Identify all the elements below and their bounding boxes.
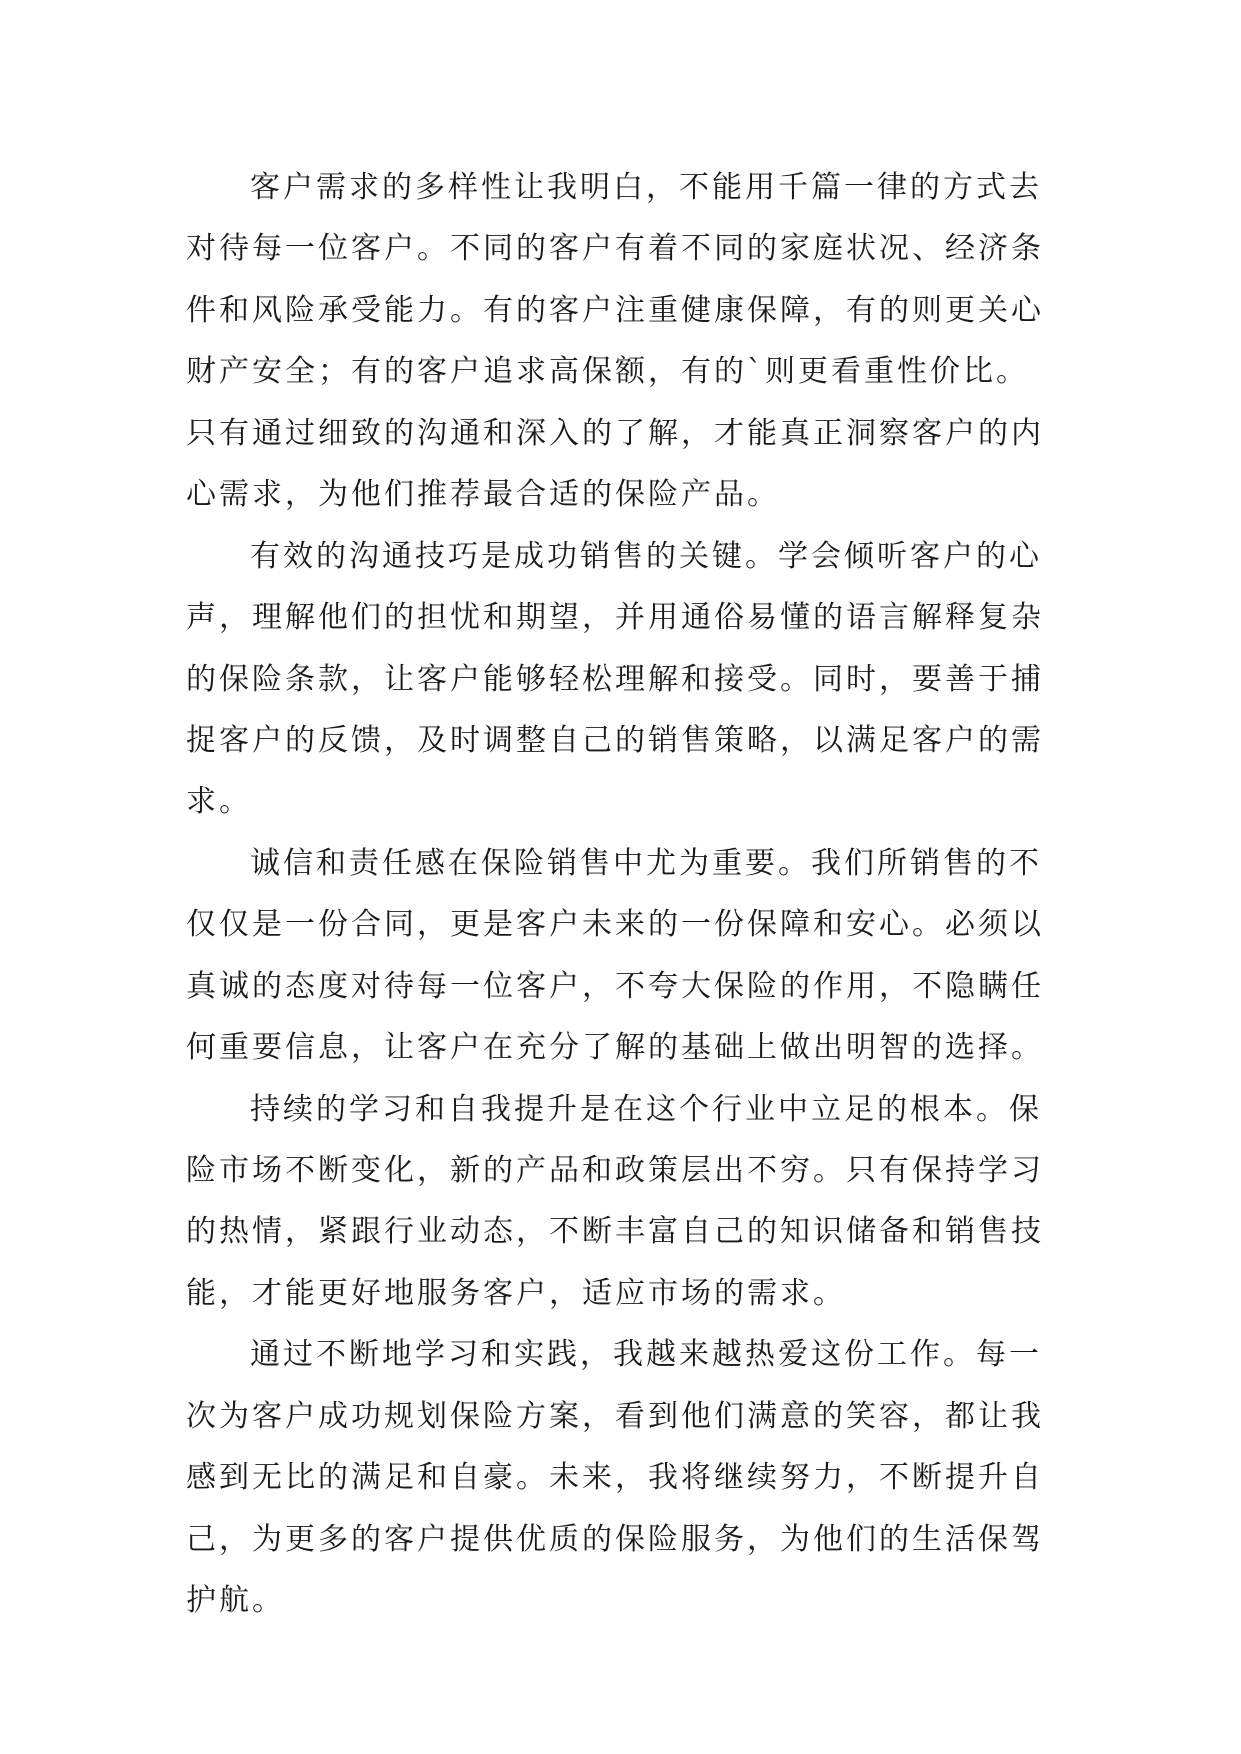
paragraph-line: 诚信和责任感在保险销售中尤为重要。我们所销售的不: [250, 845, 1042, 881]
paragraph-line: 的热情，紧跟行业动态，不断丰富自己的知识储备和销售技: [186, 1214, 1044, 1250]
paragraph-communication-skills: [186, 526, 1064, 833]
paragraph-line: 声，理解他们的担忧和期望，并用通俗易懂的语言解释复杂: [186, 600, 1044, 636]
paragraph-line: 仅仅是一份合同，更是客户未来的一份保障和安心。必须以: [186, 907, 1044, 943]
paragraph-line: 何重要信息，让客户在充分了解的基础上做出明智的选择。: [186, 1030, 1044, 1066]
paragraph-line: 客户需求的多样性让我明白，不能用千篇一律的方式去: [250, 170, 1042, 205]
paragraph-conclusion: [186, 1324, 1064, 1631]
paragraph-continuous-learning: [186, 1079, 1064, 1325]
paragraph-line: 感到无比的满足和自豪。未来，我将继续努力，不断提升自: [186, 1460, 1044, 1496]
paragraph-line: 的保险条款，让客户能够轻松理解和接受。同时，要善于捕: [186, 661, 1044, 697]
paragraph-line: 己，为更多的客户提供优质的保险服务，为他们的生活保驾: [186, 1521, 1044, 1557]
paragraph-line: 能，才能更好地服务客户，适应市场的需求。: [186, 1275, 846, 1311]
paragraph-line: 捉客户的反馈，及时调整自己的销售策略，以满足客户的需: [186, 722, 1044, 758]
paragraph-line: 求。: [186, 784, 252, 820]
paragraph-line: 心需求，为他们推荐最合适的保险产品。: [186, 477, 780, 513]
paragraph-line: 件和风险承受能力。有的客户注重健康保障，有的则更关心: [186, 292, 1044, 328]
paragraph-customer-needs: [186, 157, 1064, 526]
paragraph-line: 通过不断地学习和实践，我越来越热爱这份工作。每一: [250, 1337, 1042, 1373]
paragraph-line: 有效的沟通技巧是成功销售的关键。学会倾听客户的心: [250, 538, 1042, 574]
paragraph-line: 对待每一位客户。不同的客户有着不同的家庭状况、经济条: [186, 231, 1044, 267]
paragraph-line: 财产安全；有的客户追求高保额，有的`则更看重性价比。: [186, 354, 1029, 390]
paragraph-line: 真诚的态度对待每一位客户，不夸大保险的作用，不隐瞒任: [186, 968, 1044, 1004]
document-body: [186, 157, 1064, 1632]
paragraph-integrity: [186, 833, 1064, 1079]
paragraph-line: 护航。: [186, 1583, 285, 1619]
paragraph-line: 只有通过细致的沟通和深入的了解，才能真正洞察客户的内: [186, 415, 1044, 451]
paragraph-line: 次为客户成功规划保险方案，看到他们满意的笑容，都让我: [186, 1398, 1044, 1434]
paragraph-line: 持续的学习和自我提升是在这个行业中立足的根本。保: [250, 1091, 1042, 1127]
paragraph-line: 险市场不断变化，新的产品和政策层出不穷。只有保持学习: [186, 1153, 1044, 1188]
